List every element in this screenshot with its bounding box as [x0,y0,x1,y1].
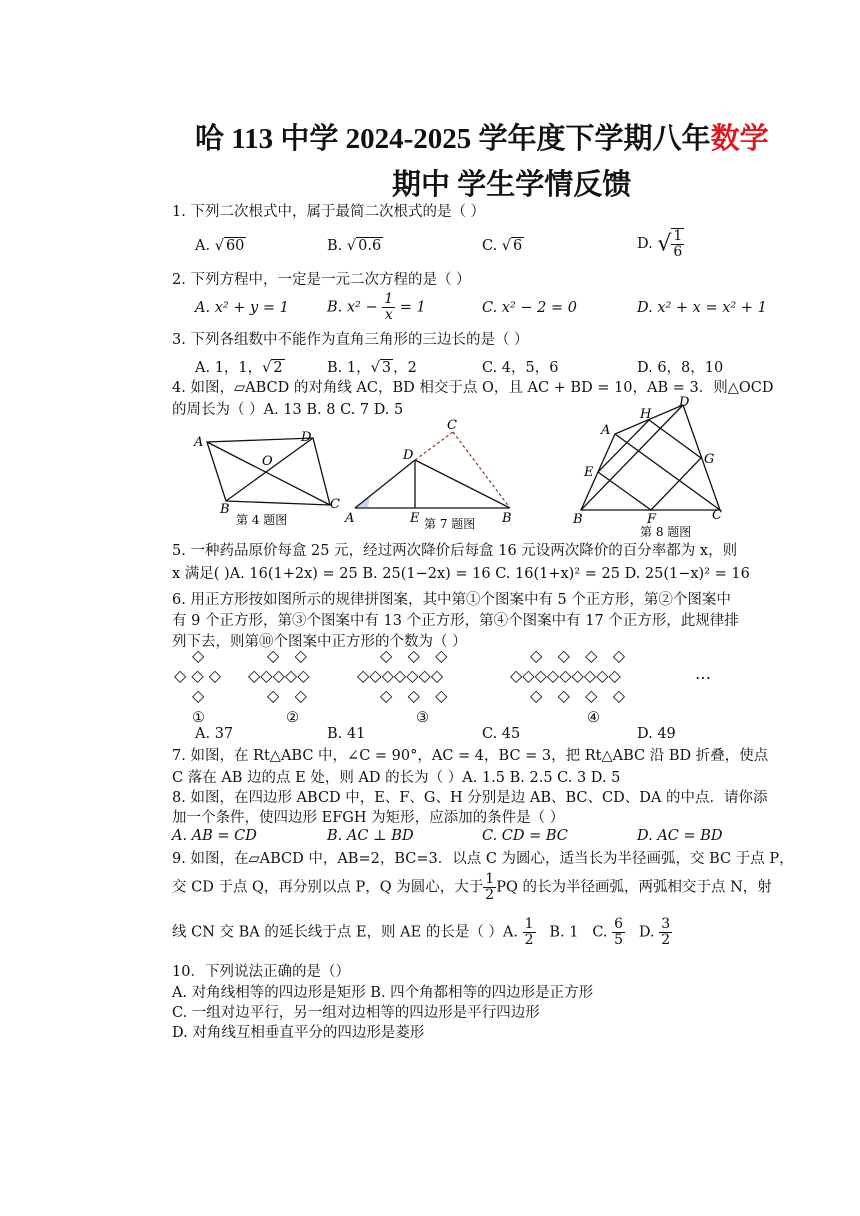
question-8-option-a: A. AB = CD [172,828,257,844]
pattern-4-top: ◇ ◇ ◇ ◇ [530,646,625,665]
question-8-option-d: D. AC = BD [637,828,723,844]
question-6-option-b: B. 41 [327,726,366,742]
fig8-label-h: H [640,407,652,422]
fig7-label-e: E [410,511,420,526]
question-10-option-ab: A. 对角线相等的四边形是矩形 B. 四个角都相等的四边形是正方形 [172,985,594,1001]
pattern-label-1: ① [192,710,205,726]
fig4-diagonal-bd [226,438,313,501]
pattern-4-bottom: ◇ ◇ ◇ ◇ [530,686,625,705]
question-2-option-b: B. x² − $\frac{1}{x}$ = 1 [327,291,426,323]
question-8-option-c: C. CD = BC [482,828,568,844]
question-10-option-c: C. 一组对边平行，另一组对边相等的四边形是平行四边形 [172,1005,540,1021]
question-7-line-2: C 落在 AB 边的点 E 处，则 AD 的长为（ ）A. 1.5 B. 2.5 C. 3 D. 5 [172,770,621,786]
question-3-stem: 3. 下列各组数中不能作为直角三角形的三边长的是（ ） [172,332,529,348]
question-9-line-2: 交 CD 于点 Q，再分别以点 P，Q 为圆心，大于 $\frac{1}{2}$ PQ 的长为半径画弧，两弧相交于点 N，射 [172,871,772,903]
pattern-1-middle: ◇ ◇ ◇ [174,666,222,685]
fig8-label-d: D [679,395,690,410]
figure-4-parallelogram [190,425,350,530]
question-8-line-1: 8. 如图，在四边形 ABCD 中，E、F、G、H 分别是边 AB、BC、CD、DA 的中点．请你添 [172,790,768,806]
pattern-1-top: ◇ [192,646,205,665]
question-1-stem: 1. 下列二次根式中，属于最简二次根式的是（ ） [172,204,486,220]
figure-7-triangle-fold [340,415,525,535]
question-5-line-2: x 满足( )A. 16(1+2x) = 25 B. 25(1−2x) = 16 C. 16(1+x)² = 25 D. 25(1−x)² = 16 [172,566,750,582]
fig8-caption: 第 8 题图 [640,525,692,539]
question-3-option-a: A. 1，1，√ 2 [195,360,283,376]
question-2-option-a: A. x² + y = 1 [195,300,289,316]
fig8-diagonal-ac [615,434,720,510]
fig8-label-b: B [573,512,583,527]
question-8-line-2: 加一个条件，使四边形 EFGH 为矩形，应添加的条件是（ ） [172,810,565,826]
fig4-label-o: O [262,454,273,469]
question-4-line-1: 4. 如图，▱ABCD 的对角线 AC，BD 相交于点 O，且 AC + BD = 10，AB = 3．则△OCD [172,380,774,396]
pattern-4-middle: ◇◇◇◇◇◇◇◇◇ [510,666,621,685]
pattern-ellipsis: … [695,664,711,683]
fig7-label-a: A [345,511,355,526]
question-5-line-1: 5. 一种药品原价每盒 25 元，经过两次降价后每盒 16 元设两次降价的百分率都为 x，则 [172,543,738,559]
fig4-diagonal-ac [207,442,330,505]
question-10-option-d: D. 对角线互相垂直平分的四边形是菱形 [172,1025,425,1041]
fig7-label-d: D [403,448,414,463]
page-subtitle: 期中 学生学情反馈 [392,169,632,201]
question-1-option-b: B. √ 0.6 [327,238,382,254]
question-6-option-d: D. 49 [637,726,676,742]
fig7-dashed-dc [415,432,453,460]
question-9-line-1: 9. 如图，在▱ABCD 中，AB=2，BC=3．以点 C 为圆心，适当长为半径画弧，交 BC 于点 P， [172,851,794,867]
question-2-option-d: D. x² + x = x² + 1 [637,300,767,316]
fig8-label-e: E [584,465,594,480]
pattern-2-top: ◇ ◇ [267,646,307,665]
pattern-label-3: ③ [416,710,429,726]
fig8-label-c: C [712,508,722,523]
question-7-line-1: 7. 如图，在 Rt△ABC 中，∠C = 90°，AC = 4，BC = 3，把 Rt△ABC 沿 BD 折叠，使点 [172,748,769,764]
question-3-option-d: D. 6，8，10 [637,360,724,376]
fig8-label-f: F [647,512,657,527]
question-6-option-a: A. 37 [195,726,234,742]
question-8-option-b: B. AC ⊥ BD [327,828,414,844]
question-3-option-c: C. 4，5，6 [482,360,559,376]
fig4-label-d: D [301,430,312,445]
pattern-label-2: ② [286,710,299,726]
question-10-stem: 10．下列说法正确的是（） [172,964,350,980]
fig4-label-c: C [330,497,340,512]
pattern-1-bottom: ◇ [192,686,205,705]
question-1-option-a: A. √ 60 [195,238,245,254]
page-title [195,116,769,157]
fig8-quadrilateral-efgh [598,420,701,510]
fig7-segment-ad [355,460,415,508]
question-6-option-c: C. 45 [482,726,521,742]
fig8-label-a: A [601,423,611,438]
pattern-3-middle: ◇◇◇◇◇◇◇ [357,666,444,685]
fig8-diagonal-bd [581,405,683,510]
fig7-label-c: C [447,418,457,433]
fig7-label-b: B [502,511,512,526]
question-6-line-1: 6. 用正方形按如图所示的规律拼图案，其中第①个图案中有 5 个正方形，第②个图案中 [172,592,731,608]
question-1-option-d: D. √ $\frac{1}{6}$ [637,228,683,260]
fig7-dashed-cb [453,432,510,508]
question-4-line-2: 的周长为（ ）A. 13 B. 8 C. 7 D. 5 [172,402,404,418]
fig8-label-g: G [704,452,715,467]
title-main: 哈 113 中学 2024-2025 学年度下学期八年 [195,123,711,155]
question-3-option-b: B. 1，√ 3 ，2 [327,360,417,376]
question-1-option-c: C. √ 6 [482,238,523,254]
fig7-caption: 第 7 题图 [424,517,476,531]
question-2-stem: 2. 下列方程中，一定是一元二次方程的是（ ） [172,272,471,288]
pattern-label-4: ④ [587,710,600,726]
fig4-label-a: A [194,435,204,450]
question-6-line-2: 有 9 个正方形，第③个图案中有 13 个正方形，第④个图案中有 17 个正方形，此规律排 [172,613,739,629]
pattern-2-bottom: ◇ ◇ [267,686,307,705]
pattern-3-bottom: ◇ ◇ ◇ [380,686,448,705]
question-2-option-c: C. x² − 2 = 0 [482,300,577,316]
fig4-label-b: B [220,502,230,517]
pattern-3-top: ◇ ◇ ◇ [380,646,448,665]
pattern-2-middle: ◇◇◇◇◇ [248,666,310,685]
question-9-line-3: 线 CN 交 BA 的延长线于点 E，则 AE 的长是（ ）A. $\frac{1}{2}$ B. 1 C. $\frac{6}{5}$ D. $\frac{3}{2}$ [172,916,671,948]
question-6-line-3: 列下去，则第⑩个图案中正方形的个数为（ ） [172,634,467,650]
fig7-fold-line-bd [415,460,510,508]
title-subject: 数学 [710,123,769,155]
fig4-caption: 第 4 题图 [236,513,288,527]
figure-8-quadrilateral [565,392,740,544]
